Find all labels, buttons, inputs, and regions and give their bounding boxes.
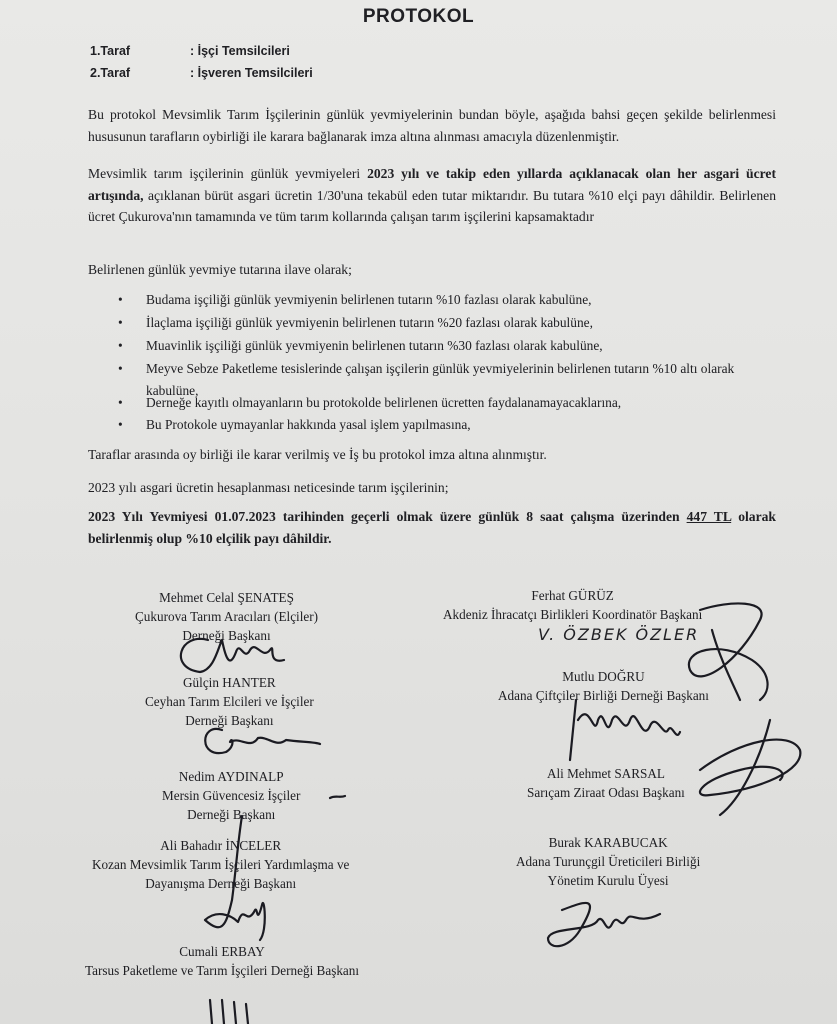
bullet-icon: • [118, 338, 123, 353]
agreement-paragraph: Taraflar arasında oy birliği ile karar verilmiş ve İş bu protokol imza altına alınmıştır. [88, 447, 547, 462]
final-amount: 447 TL [686, 509, 732, 524]
signatory-title: Derneği Başkanı [182, 628, 271, 643]
signatory-name: Cumali ERBAY [179, 944, 265, 959]
list-item-text: Budama işçiliği günlük yevmiyenin belirlenen tutarın %10 fazlası olarak kabulüne, [146, 292, 592, 307]
signature-hanter [205, 729, 320, 753]
bullet-icon: • [118, 395, 123, 410]
signature-guruz [689, 603, 768, 700]
signatory-title: Derneği Başkanı [187, 807, 276, 822]
intro-paragraph: Bu protokol Mevsimlik Tarım İşçilerinin günlük yevmiyelerinin bundan böyle, aşağıda bahsi geçen şekilde belirlenmesi hususunun tarafların oybirliği ile karara bağlanarak imza altına alınması amacıyla düzenlenmiştir. [88, 107, 776, 144]
signatory-name: Ali Bahadır İNCELER [160, 838, 282, 853]
party-1-value: : İşçi Temsilcileri [190, 44, 290, 58]
party-2-value: : İşveren Temsilcileri [190, 66, 313, 80]
final-text-1: 2023 Yılı Yevmiyesi 01.07.2023 tarihinden geçerli olmak üzere günlük 8 saat çalışma üzerinden [88, 509, 687, 524]
signature-aydinalp [330, 796, 345, 798]
list-item-text: Derneğe kayıtlı olmayanların bu protokolde belirlenen ücretten faydalanamayacaklarına, [146, 395, 622, 410]
handwritten-note: V. ÖZBEK ÖZLER [538, 625, 700, 644]
signature-senates [181, 639, 284, 672]
signatory-title: Mersin Güvencesiz İşçiler [162, 788, 301, 803]
list-item-text: Muavinlik işçiliği günlük yevmiyenin belirlenen tutarın %30 fazlası olarak kabulüne, [146, 338, 603, 353]
calculation-paragraph: 2023 yılı asgari ücretin hesaplanması neticesinde tarım işçilerinin; [88, 480, 449, 495]
signatory-name: Nedim AYDINALP [178, 769, 284, 784]
signature-sarsal [700, 720, 800, 815]
signatory-title: Sarıçam Ziraat Odası Başkanı [527, 785, 685, 800]
list-item-text: Bu Protokole uymayanlar hakkında yasal işlem yapılmasına, [146, 417, 471, 432]
final-text-2: olarak belirlenmiş olup %10 elçilik payı dâhildir. [88, 509, 776, 546]
signatory-title: Dayanışma Derneği Başkanı [145, 876, 297, 891]
signature-dogru [570, 700, 680, 760]
wage-text-bold: 2023 yılı ve takip eden yıllarda açıklanacak olan her asgari ücret artışında, [88, 166, 776, 203]
signature-karabucak [548, 903, 660, 946]
bullet-icon: • [118, 292, 123, 307]
signatory-name: Mehmet Celal ŞENATEŞ [159, 590, 294, 605]
signatory-name: Ferhat GÜRÜZ [531, 588, 614, 603]
signatory-name: Gülçin HANTER [183, 675, 276, 690]
signatory-title: Akdeniz İhracatçı Birlikleri Koordinatör Başkanı [443, 607, 703, 622]
signatory-title: Adana Turunçgil Üreticileri Birliği [516, 854, 701, 869]
signatory-name: Ali Mehmet SARSAL [546, 766, 665, 781]
signatory-title: Çukurova Tarım Aracıları (Elçiler) [135, 609, 319, 624]
signatory-title: Ceyhan Tarım Elcileri ve İşçiler [145, 694, 314, 709]
bullet-icon: • [118, 315, 123, 330]
signatory-title: Kozan Mevsimlik Tarım İşçileri Yardımlaşma ve [92, 857, 350, 872]
party-1-label: 1.Taraf [90, 44, 131, 58]
document-title: PROTOKOL [362, 6, 475, 27]
list-item-text: İlaçlama işçiliği günlük yevmiyenin belirlenen tutarın %20 fazlası olarak kabulüne, [146, 315, 593, 330]
signatory-title: Yönetim Kurulu Üyesi [547, 873, 669, 888]
signatory-name: Burak KARABUCAK [548, 835, 668, 850]
wage-text-1: Mevsimlik tarım işçilerinin günlük yevmiyeleri [88, 166, 368, 181]
bullet-icon: • [118, 361, 123, 376]
signatory-title: Adana Çiftçiler Birliği Derneği Başkanı [498, 688, 709, 703]
list-intro: Belirlenen günlük yevmiye tutarına ilave olarak; [88, 262, 352, 277]
signature-erbay [210, 1000, 248, 1024]
list-item-text: Meyve Sebze Paketleme tesislerinde çalışan işçilerin günlük yevmiyelerinin belirlenen tutarın %10 altı olarak kabulüne, [146, 361, 735, 398]
bullet-icon: • [118, 417, 123, 432]
signatory-name: Mutlu DOĞRU [562, 669, 645, 684]
signatory-title: Derneği Başkanı [185, 713, 274, 728]
party-2-label: 2.Taraf [90, 66, 131, 80]
signatory-title: Tarsus Paketleme ve Tarım İşçileri Derneği Başkanı [85, 963, 360, 978]
wage-text-2: açıklanan bürüt asgari ücretin 1/30'una tekabül eden tutar miktarıdır. Bu tutara %10 elçi payı dâhildir. Belirlenen ücret Çukurova'nın tamamında ve tüm tarım kollarında çalışan tarım işçilerini kapsamaktadır [88, 187, 776, 224]
signature-inceler [205, 816, 265, 940]
